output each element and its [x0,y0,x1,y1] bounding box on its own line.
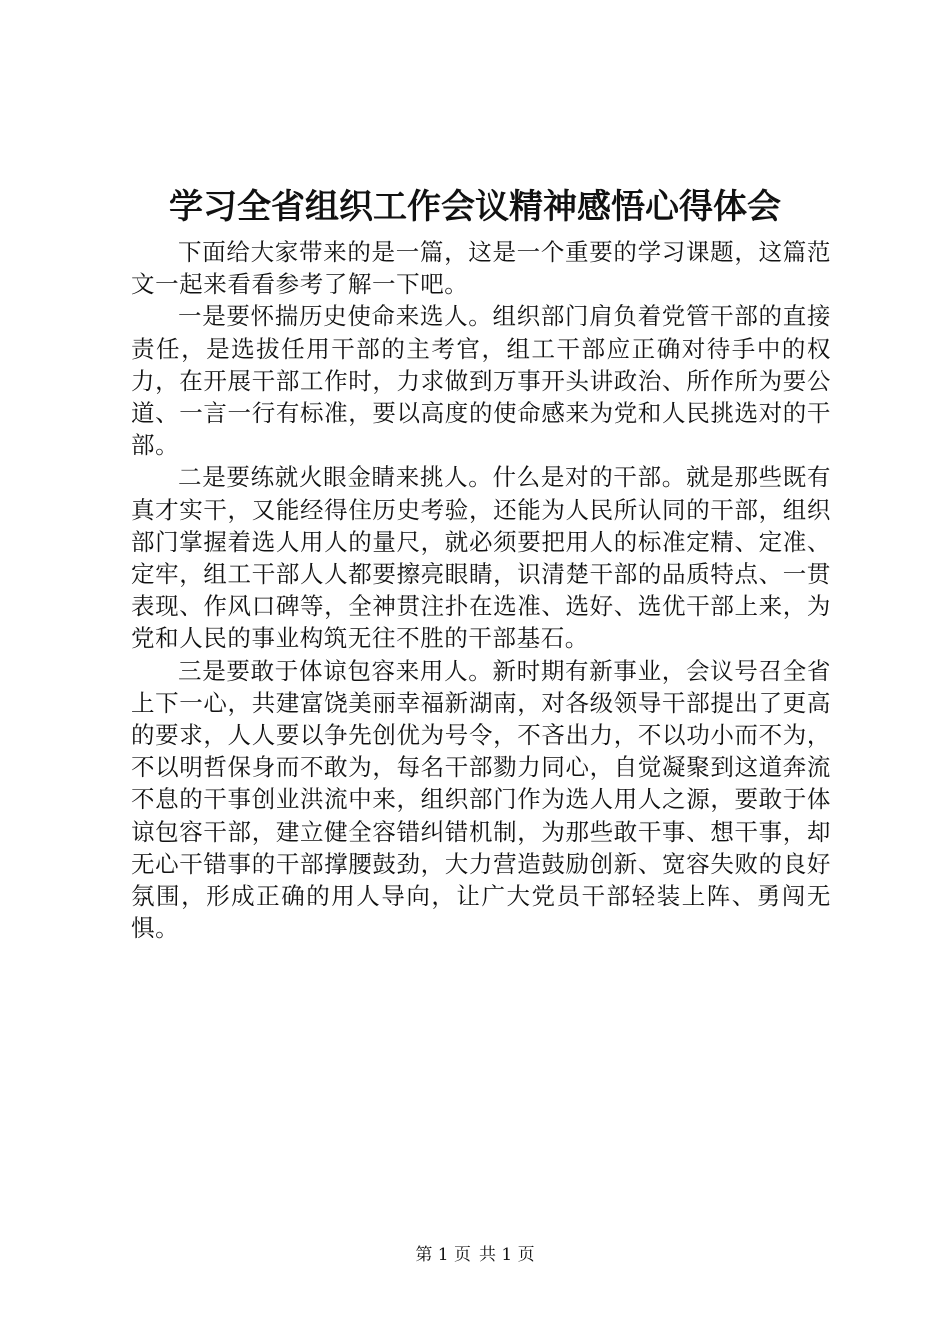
document-body [131,236,831,944]
paragraph-intro: 下面给大家带来的是一篇，这是一个重要的学习课题，这篇范文一起来看看参考了解一下吧。 [131,238,831,299]
page-footer [0,1243,950,1267]
paragraph-point-three: 三是要敢于体谅包容来用人。新时期有新事业，会议号召全省上下一心，共建富饶美丽幸福新湖南，对各级领导干部提出了更高的要求，人人要以争先创优为号令，不吝出力，不以功小而不为，不以明哲保身而不敢为，每名干部勠力同心，自觉凝聚到这道奔流不息的干事创业洪流中来，组织部门作为选人用人之源，要敢于体谅包容干部，建立健全容错纠错机制，为那些敢干事、想干事，却无心干错事的干部撑腰鼓劲，大力营造鼓励创新、宽容失败的良好氛围，形成正确的用人导向，让广大党员干部轻装上阵、勇闯无惧。 [131,656,831,943]
page-total: 共 1 页 [479,1245,535,1265]
page-number: 第 1 页 [415,1245,471,1265]
paragraph-point-one: 一是要怀揣历史使命来选人。组织部门肩负着党管干部的直接责任，是选拔任用干部的主考官，组工干部应正确对待手中的权力，在开展干部工作时，力求做到万事开头讲政治、所作所为要公道、一言一行有标准，要以高度的使命感来为党和人民挑选对的干部。 [131,302,831,460]
paragraph-point-two: 二是要练就火眼金睛来挑人。什么是对的干部。就是那些既有真才实干，又能经得住历史考验，还能为人民所认同的干部，组织部门掌握着选人用人的量尺，就必须要把用人的标准定精、定准、定牢，组工干部人人都要擦亮眼睛，识清楚干部的品质特点、一贯表现、作风口碑等，全神贯注扑在选准、选好、选优干部上来，为党和人民的事业构筑无往不胜的干部基石。 [131,463,831,653]
document-title: 学习全省组织工作会议精神感悟心得体会 [169,187,781,227]
